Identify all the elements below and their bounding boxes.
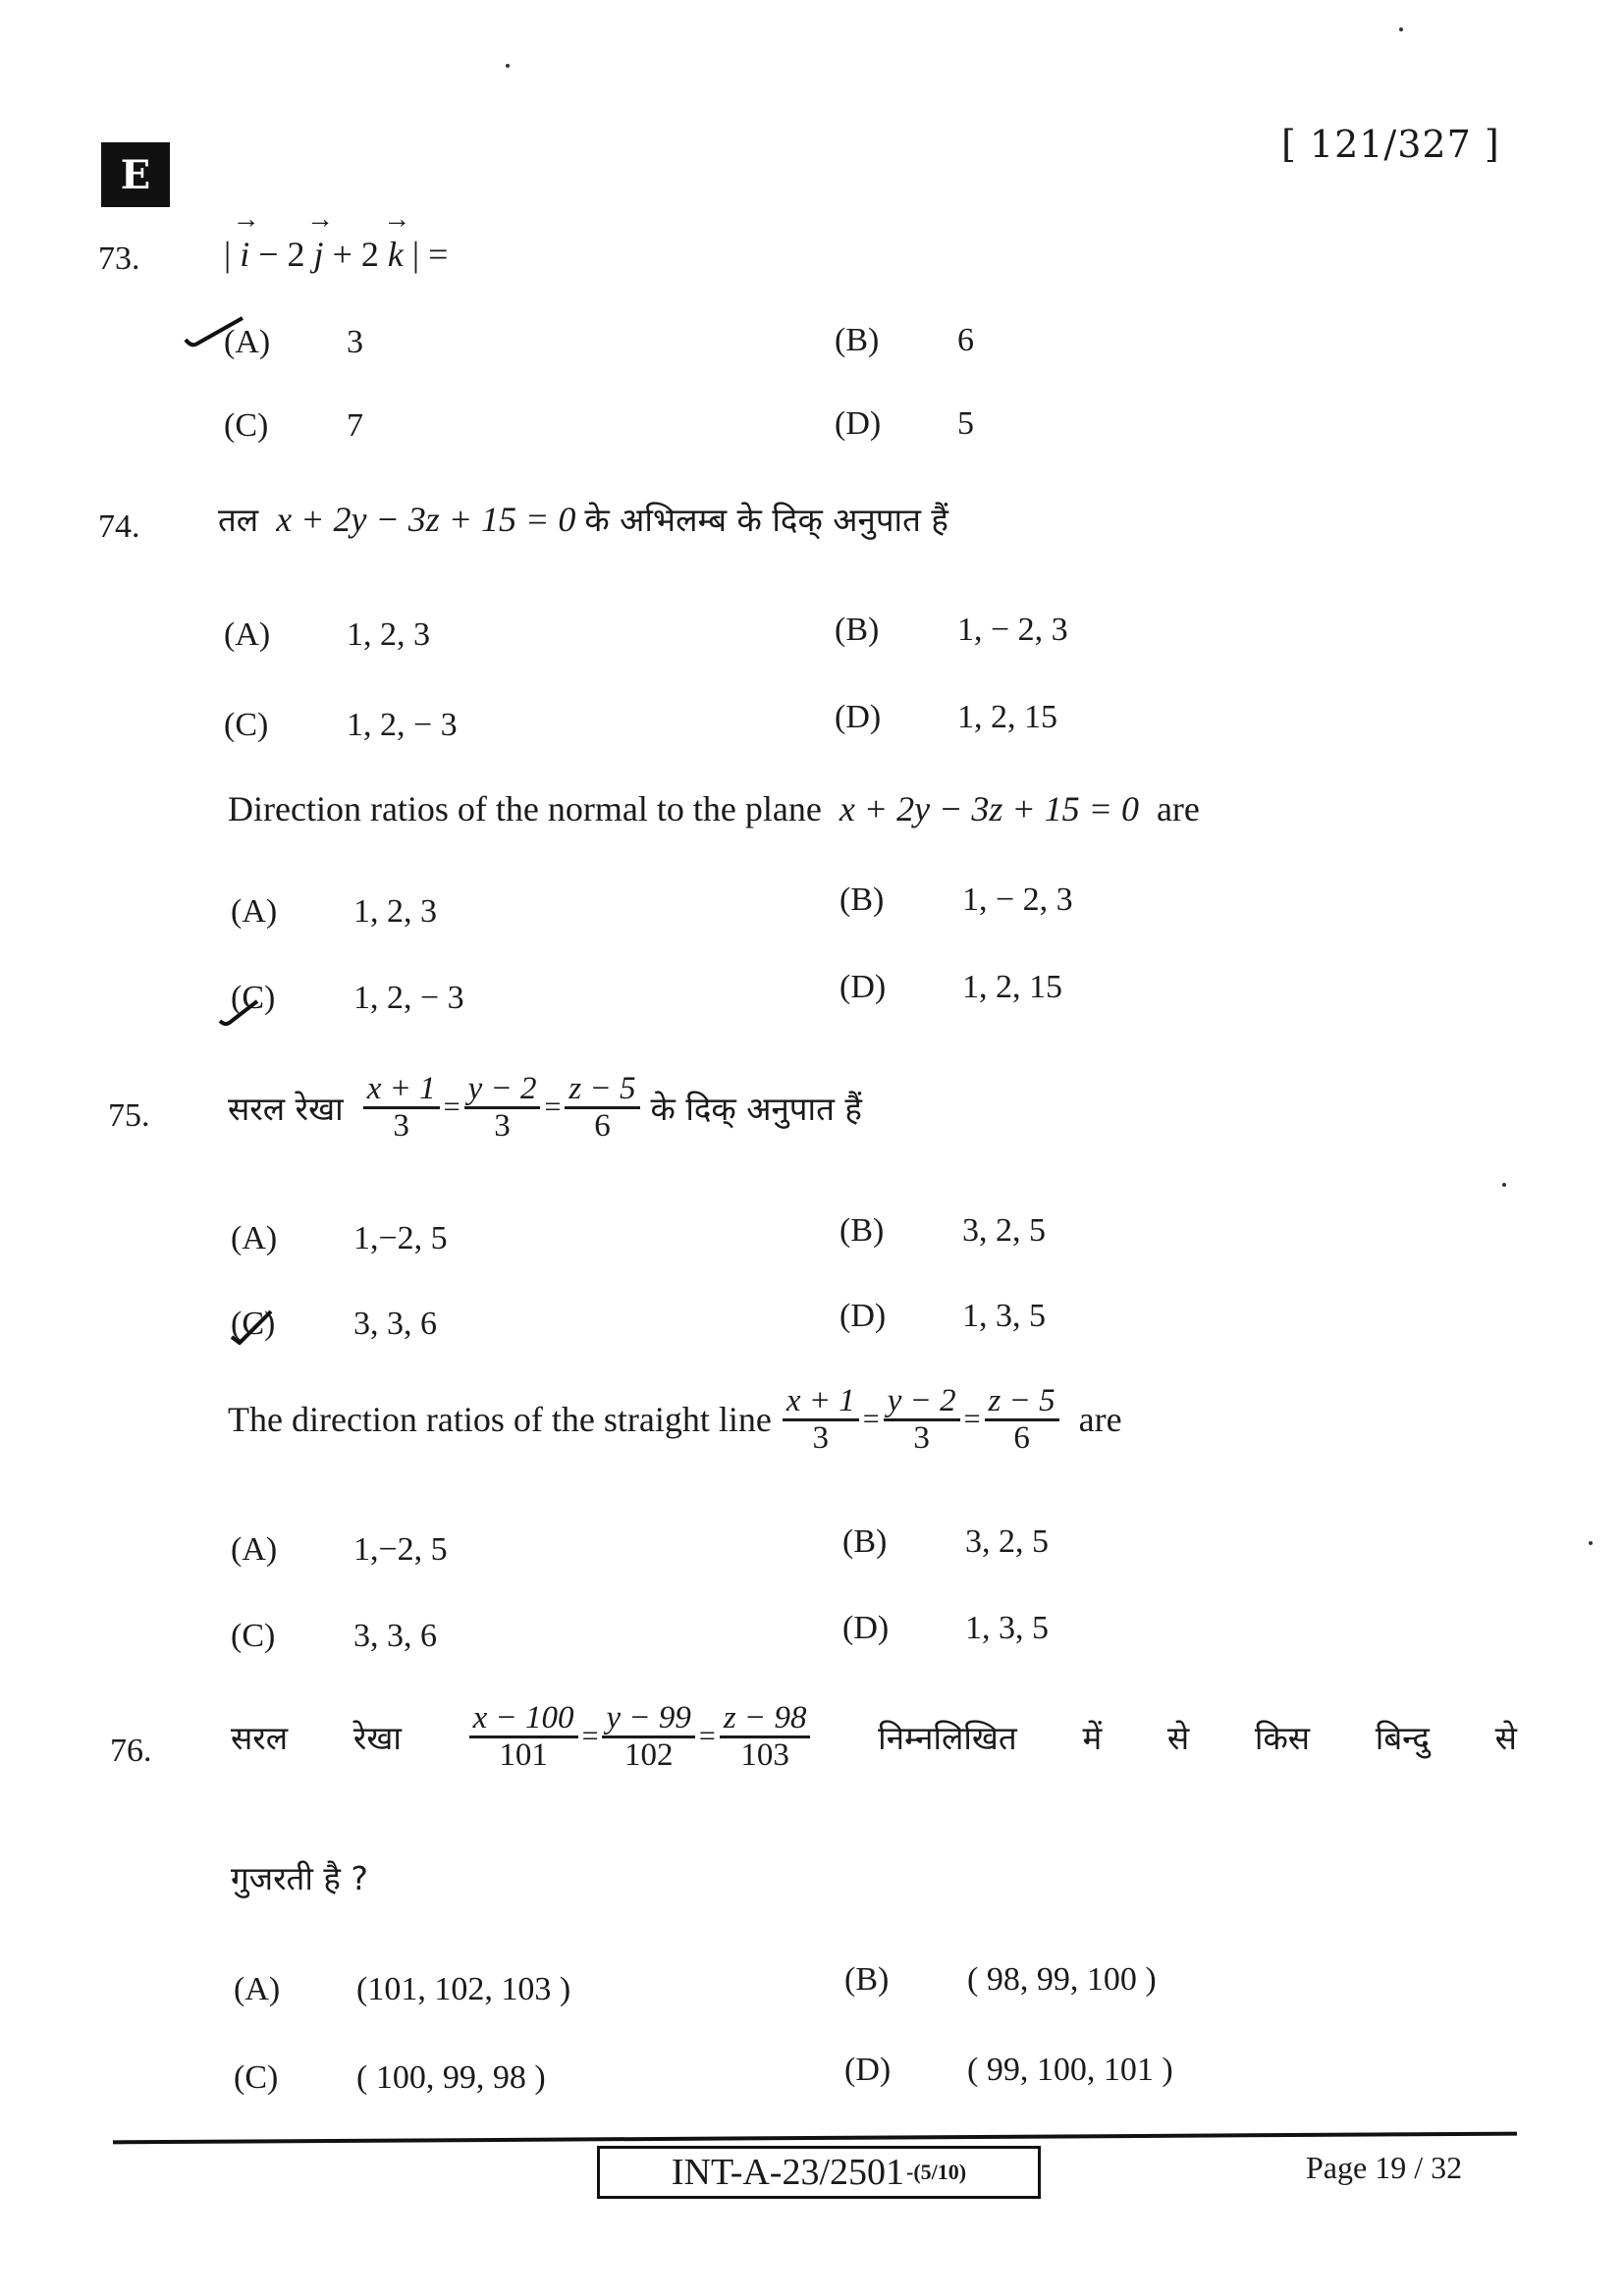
option-value: 3, 2, 5 (965, 1523, 1049, 1560)
denominator: 3 (393, 1107, 409, 1144)
check-mark-icon (182, 314, 250, 353)
option-value: 1, 2, 15 (957, 699, 1057, 735)
set-label: E (120, 151, 151, 198)
fraction-y (602, 1701, 694, 1772)
hindi-text: सरल (231, 1718, 289, 1757)
option-value: 1,−2, 5 (353, 1220, 448, 1256)
question-76-stem-line2 (231, 1855, 368, 1899)
fraction-z (565, 1072, 639, 1143)
english-text: The direction ratios of the straight line (228, 1400, 772, 1440)
q74-hi-option-d[interactable] (835, 699, 1057, 736)
option-label: (A) (231, 893, 278, 930)
question-75-stem-hindi: सरल रेखा $\frac{x + 1}{3}$ = $\frac{y - 2}{3}$ = $\frac{z - 5}{6}$ के दिक् अनुपात हैं (228, 1071, 862, 1144)
numerator: y − 2 (884, 1384, 960, 1421)
question-74-stem-english (228, 788, 1200, 829)
q75-en-option-a[interactable] (231, 1531, 448, 1569)
option-value: (101, 102, 103 ) (356, 1971, 571, 2007)
q74-en-option-d[interactable] (839, 969, 1062, 1006)
q76-option-c[interactable] (234, 2059, 546, 2097)
coef-minus-2: − 2 (258, 235, 305, 274)
option-label: (C) (224, 707, 269, 743)
hindi-text: किस (1254, 1718, 1311, 1757)
q76-option-a[interactable] (234, 1971, 570, 2008)
option-value: ( 99, 100, 101 ) (967, 2052, 1173, 2088)
plane-equation: x + 2y − 3z + 15 = 0 (276, 499, 576, 539)
option-label: (C) (231, 1618, 276, 1654)
option-label: (D) (842, 1610, 890, 1646)
fraction-z (985, 1384, 1059, 1455)
check-mark-icon (226, 1306, 295, 1345)
fraction-x (469, 1701, 578, 1772)
q74-hi-option-b[interactable] (835, 612, 1068, 649)
hindi-text: में (1082, 1718, 1103, 1757)
option-label: (C) (224, 407, 269, 444)
abs-bar-left: | (224, 235, 232, 274)
english-text: are (1078, 1400, 1122, 1440)
numerator: z − 5 (565, 1072, 639, 1109)
q75-hi-option-b[interactable] (839, 1212, 1046, 1250)
q74-hi-option-c[interactable] (224, 707, 458, 744)
q75-hi-option-a[interactable] (231, 1220, 448, 1257)
option-label: (C) (231, 980, 276, 1016)
hindi-text: निम्नलिखित (878, 1718, 1017, 1757)
denominator: 3 (494, 1107, 511, 1144)
question-number-73: 73. (98, 240, 140, 277)
option-label: (A) (224, 616, 271, 653)
booklet-sub-code: -(5/10) (906, 2160, 967, 2184)
option-value: 1, 2, − 3 (353, 980, 464, 1016)
option-label: (D) (839, 1298, 887, 1334)
option-label: (D) (839, 969, 887, 1005)
fraction-z (720, 1701, 811, 1772)
question-number-76: 76. (110, 1733, 152, 1769)
numerator: y − 99 (602, 1701, 694, 1738)
booklet-code-box (597, 2146, 1041, 2199)
hindi-text: सरल रेखा (228, 1089, 344, 1128)
q75-en-option-c[interactable] (231, 1618, 437, 1655)
option-label: (C) (231, 1306, 276, 1342)
hindi-text: गुजरती है ? (231, 1859, 368, 1897)
question-76-stem-hindi: सरल रेखा $\frac{x - 100}{101}$ = $\frac{y - 99}{102}$ = $\frac{z - 98}{103}$ निम्नलिखित में से किस बिन्दु से (231, 1700, 1517, 1773)
page-number: Page 19 / 32 (1306, 2150, 1463, 2185)
option-label: (D) (844, 2052, 892, 2088)
scan-speck (506, 64, 510, 68)
q74-en-option-b[interactable] (839, 881, 1073, 919)
q74-en-option-a[interactable] (231, 893, 437, 931)
option-value: 1, 3, 5 (962, 1298, 1046, 1334)
q75-en-option-b[interactable] (842, 1523, 1049, 1561)
scan-speck (1502, 1183, 1506, 1187)
q73-option-b[interactable] (835, 322, 974, 359)
booklet-code: INT-A-23/2501 (671, 2152, 905, 2193)
coef-plus-2: + 2 (332, 235, 379, 274)
option-value: 3, 3, 6 (353, 1618, 437, 1654)
denominator: 6 (1013, 1419, 1030, 1456)
option-value: 7 (347, 407, 363, 444)
denominator: 101 (499, 1736, 548, 1773)
numerator: z − 5 (985, 1384, 1059, 1421)
option-label: (A) (234, 1971, 281, 2007)
option-value: 1,−2, 5 (353, 1531, 448, 1568)
numerator: z − 98 (720, 1701, 811, 1738)
q73-option-c[interactable] (224, 407, 363, 445)
option-value: 3, 2, 5 (962, 1212, 1046, 1249)
abs-bar-right-equals: | = (411, 235, 449, 274)
option-value: 5 (957, 405, 974, 442)
hindi-text: से (1494, 1718, 1517, 1757)
question-74-stem-hindi (218, 497, 948, 541)
q74-hi-option-a[interactable] (224, 616, 430, 654)
fraction-y (464, 1072, 541, 1143)
set-label-badge (101, 142, 170, 207)
footer-divider (113, 2132, 1517, 2145)
option-label: (C) (234, 2059, 279, 2096)
question-number-75: 75. (108, 1097, 150, 1134)
option-value: ( 100, 99, 98 ) (356, 2059, 546, 2096)
option-label: (A) (224, 324, 271, 360)
option-value: 1, 2, 3 (347, 616, 430, 653)
scan-speck (1589, 1541, 1593, 1545)
fraction-y (884, 1384, 960, 1455)
question-73-stem (224, 234, 448, 275)
denominator: 103 (740, 1736, 789, 1773)
hindi-text: के अभिलम्ब के दिक् अनुपात हैं (584, 501, 948, 539)
option-value: ( 98, 99, 100 ) (967, 1961, 1157, 1998)
hindi-text: रेखा (352, 1718, 402, 1757)
vector-j: → j (314, 234, 324, 275)
option-value: 6 (957, 322, 974, 358)
numerator: x + 1 (783, 1384, 859, 1421)
option-value: 1, 2, 3 (353, 893, 437, 930)
option-label: (B) (839, 881, 885, 918)
vector-i: → i (240, 234, 249, 275)
option-value: 3 (347, 324, 363, 360)
q75-hi-option-d[interactable] (839, 1298, 1046, 1335)
english-text: Direction ratios of the normal to the plane (228, 789, 822, 828)
fraction-x (363, 1072, 440, 1143)
option-value: 3, 3, 6 (353, 1306, 437, 1342)
q76-option-d[interactable] (844, 2052, 1173, 2089)
option-label: (B) (835, 612, 880, 648)
denominator: 6 (594, 1107, 611, 1144)
hindi-text: तल (218, 501, 259, 539)
numerator: x − 100 (469, 1701, 578, 1738)
q75-en-option-d[interactable] (842, 1610, 1049, 1647)
option-value: 1, − 2, 3 (957, 612, 1068, 648)
option-label: (D) (835, 699, 882, 735)
denominator: 3 (913, 1419, 930, 1456)
option-label: (D) (835, 405, 882, 442)
english-text: are (1156, 789, 1200, 828)
option-value: 1, 2, 15 (962, 969, 1062, 1005)
paper-code: [ 121/327 ] (1281, 123, 1500, 166)
check-mark-icon (214, 991, 283, 1031)
option-label: (A) (231, 1220, 278, 1256)
hindi-text: से (1166, 1718, 1190, 1757)
vector-k: → k (388, 234, 404, 275)
option-value: 1, 3, 5 (965, 1610, 1049, 1646)
hindi-text: के दिक् अनुपात हैं (650, 1089, 862, 1128)
option-value: 1, 2, − 3 (347, 707, 458, 743)
option-value: 1, − 2, 3 (962, 881, 1073, 918)
option-label: (B) (844, 1961, 890, 1998)
q76-option-b[interactable] (844, 1961, 1157, 1999)
numerator: x + 1 (363, 1072, 440, 1109)
denominator: 3 (812, 1419, 830, 1456)
question-75-stem-english: The direction ratios of the straight line $\frac{x + 1}{3}$ = $\frac{y - 2}{3}$ = $\frac{z - 5}{6}$ are (228, 1383, 1122, 1456)
scan-speck (1399, 27, 1403, 31)
question-number-74: 74. (98, 508, 140, 545)
fraction-x (783, 1384, 859, 1455)
hindi-text: बिन्दु (1375, 1718, 1430, 1757)
option-label: (B) (835, 322, 880, 358)
numerator: y − 2 (464, 1072, 541, 1109)
option-label: (A) (231, 1531, 278, 1568)
plane-equation: x + 2y − 3z + 15 = 0 (839, 789, 1139, 828)
option-label: (B) (839, 1212, 885, 1249)
q73-option-d[interactable] (835, 405, 974, 443)
option-label: (B) (842, 1523, 888, 1560)
denominator: 102 (623, 1736, 674, 1773)
